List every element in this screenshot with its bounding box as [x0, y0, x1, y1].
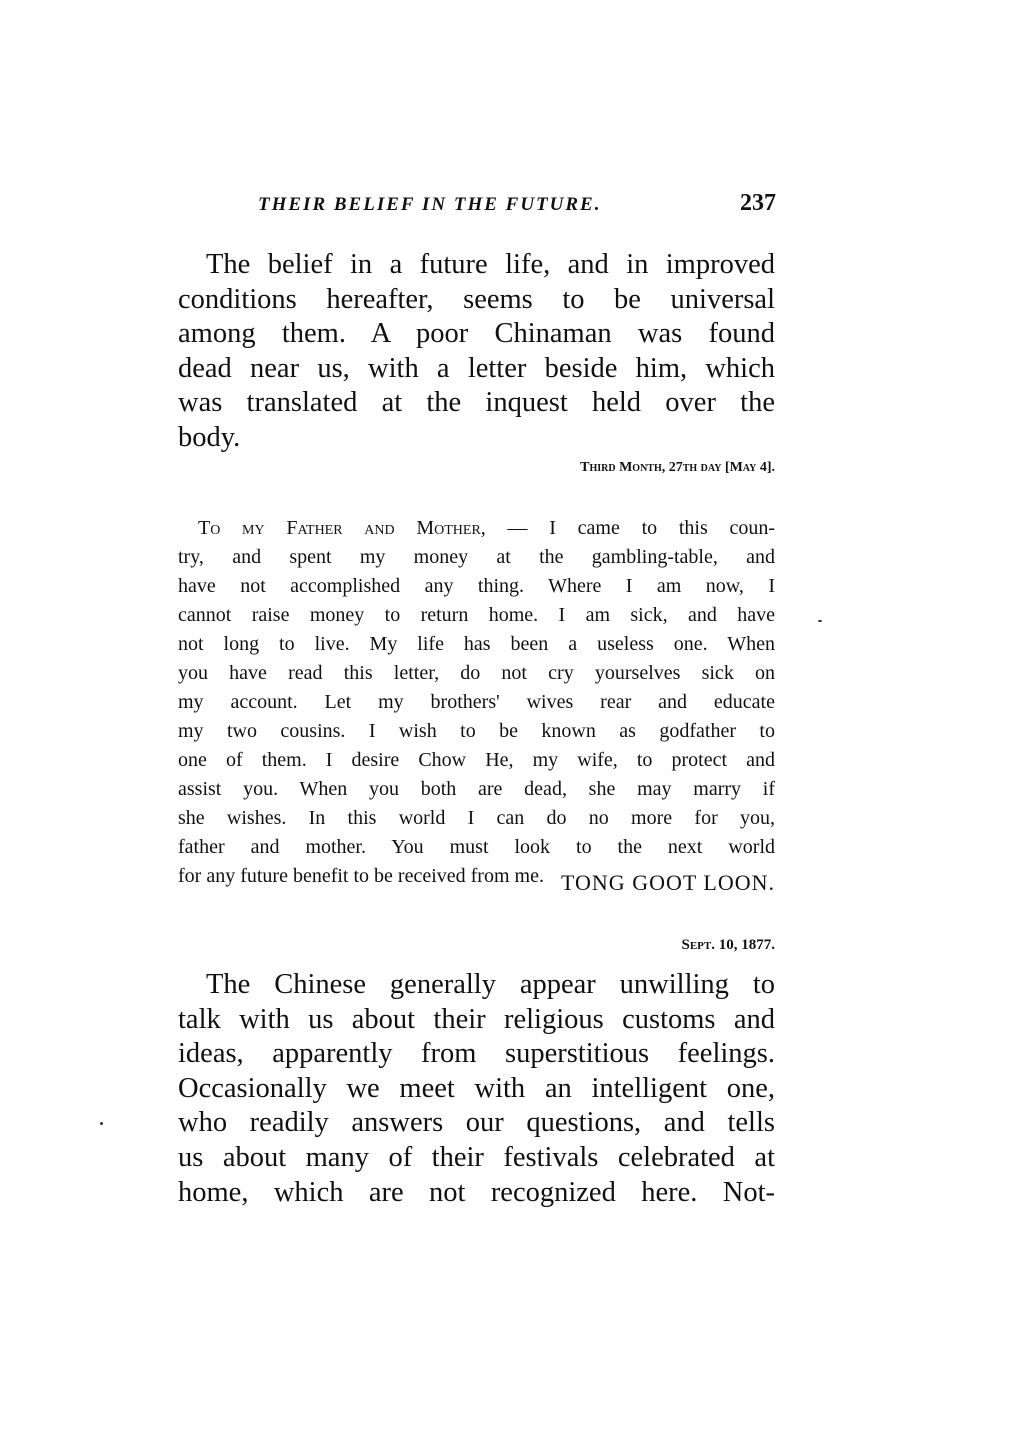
text-line: who readily answers our questions, and tells — [178, 1107, 775, 1139]
scan-speck — [818, 620, 822, 622]
text-line: my account. Let my brothers' wives rear and educate — [178, 691, 775, 713]
letter-date: Third Month, 27th day [May 4]. — [580, 460, 775, 475]
text-line: try, and spent my money at the gambling-table, and — [178, 546, 775, 568]
letter-body — [178, 514, 775, 891]
text-line: cannot raise money to return home. I am sick, and have — [178, 604, 775, 626]
text-line: body. — [178, 421, 241, 453]
text-line: Occasionally we meet with an intelligent one, — [178, 1072, 775, 1104]
text-line: among them. A poor Chinaman was found — [178, 318, 775, 350]
page-number: 237 — [740, 190, 776, 216]
text-line: us about many of their festivals celebrated at — [178, 1141, 775, 1173]
scan-speck — [100, 1122, 103, 1125]
text-line: assist you. When you both are dead, she may marry if — [178, 778, 775, 800]
running-header — [258, 190, 776, 220]
text-line: home, which are not recognized here. Not- — [178, 1176, 775, 1208]
text-line: I came to this coun- — [549, 517, 776, 539]
text-line: ideas, apparently from superstitious feelings. — [178, 1038, 775, 1070]
text-line: one of them. I desire Chow He, my wife, to protect and — [178, 749, 775, 771]
text-line: talk with us about their religious customs and — [178, 1003, 775, 1035]
letter-signature: TONG GOOT LOON. — [560, 870, 775, 895]
paragraph-2 — [178, 968, 775, 1210]
text-line: she wishes. In this world I can do no more for you, — [178, 807, 775, 829]
text-line: dead near us, with a letter beside him, which — [178, 352, 775, 384]
running-title: THEIR BELIEF IN THE FUTURE. — [258, 194, 602, 215]
text-line: conditions hereafter, seems to be universal — [178, 283, 775, 315]
text-line: for any future benefit to be received from me. — [178, 865, 544, 887]
text-line: have not accomplished any thing. Where I am now, I — [178, 575, 775, 597]
letter-salutation: To my Father and Mother, — — [198, 517, 528, 539]
entry-date: Sept. 10, 1877. — [681, 937, 775, 953]
text-line: The Chinese generally appear unwilling to — [206, 969, 775, 1000]
paragraph-1 — [178, 248, 775, 456]
text-line: was translated at the inquest held over the — [178, 387, 775, 419]
text-line: The belief in a future life, and in improved — [206, 249, 775, 280]
text-line: my two cousins. I wish to be known as godfather to — [178, 720, 775, 742]
text-line: father and mother. You must look to the next world — [178, 836, 775, 858]
text-line: you have read this letter, do not cry yourselves sick on — [178, 662, 775, 684]
letter-first-line — [178, 514, 775, 543]
text-line: not long to live. My life has been a useless one. When — [178, 633, 775, 655]
